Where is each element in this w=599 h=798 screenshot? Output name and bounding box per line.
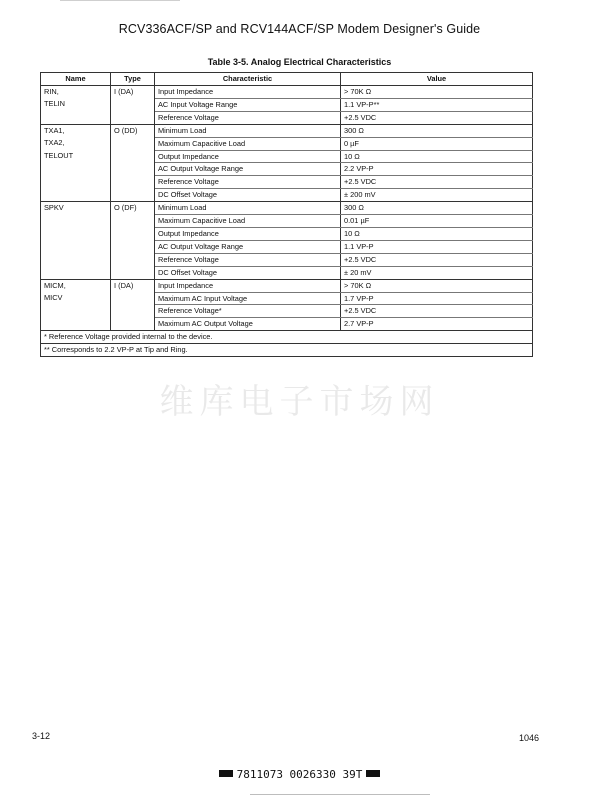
cell-name: MICV (41, 292, 111, 305)
cell-characteristic: AC Input Voltage Range (155, 98, 341, 111)
cell-value: 2.7 VP-P (341, 318, 533, 331)
cell-type (111, 215, 155, 228)
barcode-block-left (219, 770, 233, 777)
cell-name (41, 253, 111, 266)
cell-characteristic: AC Output Voltage Range (155, 163, 341, 176)
cell-type (111, 176, 155, 189)
cell-name: TELIN (41, 98, 111, 111)
cell-characteristic: Minimum Load (155, 202, 341, 215)
cell-name: TXA1, (41, 124, 111, 137)
cell-type: I (DA) (111, 86, 155, 99)
cell-type (111, 253, 155, 266)
cell-name (41, 111, 111, 124)
cell-type (111, 189, 155, 202)
cell-type (111, 111, 155, 124)
cell-type (111, 318, 155, 331)
cell-value: 300 Ω (341, 202, 533, 215)
cell-name (41, 227, 111, 240)
cell-characteristic: Maximum AC Input Voltage (155, 292, 341, 305)
cell-characteristic: Reference Voltage (155, 176, 341, 189)
cell-characteristic: Output Impedance (155, 227, 341, 240)
cell-value: 10 Ω (341, 227, 533, 240)
table-row (41, 305, 533, 318)
analog-characteristics-table (40, 72, 533, 357)
watermark: 维库电子市场网 (159, 382, 440, 422)
footnote-reference-voltage: * Reference Voltage provided internal to the device. (41, 331, 533, 344)
scan-mark-bottom (250, 794, 430, 795)
cell-value: +2.5 VDC (341, 176, 533, 189)
cell-value: +2.5 VDC (341, 111, 533, 124)
cell-characteristic: Reference Voltage (155, 111, 341, 124)
cell-type (111, 137, 155, 150)
table-row (41, 176, 533, 189)
cell-value: ± 20 mV (341, 266, 533, 279)
scan-mark-top (60, 0, 180, 1)
table-row (41, 111, 533, 124)
cell-type (111, 240, 155, 253)
page-header-title: RCV336ACF/SP and RCV144ACF/SP Modem Designer's Guide (118, 22, 481, 36)
cell-characteristic: Input Impedance (155, 86, 341, 99)
cell-type (111, 305, 155, 318)
cell-characteristic: DC Offset Voltage (155, 266, 341, 279)
table-row (41, 292, 533, 305)
cell-name: RIN, (41, 86, 111, 99)
table-row (41, 150, 533, 163)
column-header-name: Name (41, 73, 111, 86)
cell-value: 10 Ω (341, 150, 533, 163)
cell-type (111, 150, 155, 163)
cell-type: O (DD) (111, 124, 155, 137)
table-header-row (41, 73, 533, 86)
cell-name (41, 176, 111, 189)
cell-name: TELOUT (41, 150, 111, 163)
table-row (41, 240, 533, 253)
table-body (41, 86, 533, 331)
cell-characteristic: Maximum Capacitive Load (155, 215, 341, 228)
cell-value: > 70K Ω (341, 279, 533, 292)
table-row (41, 86, 533, 99)
cell-name: SPKV (41, 202, 111, 215)
table-row (41, 279, 533, 292)
cell-type (111, 266, 155, 279)
footnote-tip-ring: ** Corresponds to 2.2 VP-P at Tip and Ring. (41, 344, 533, 357)
cell-value: 1.1 VP-P** (341, 98, 533, 111)
cell-characteristic: DC Offset Voltage (155, 189, 341, 202)
table-row (41, 137, 533, 150)
barcode-text: 7811073 0026330 39T (236, 768, 363, 781)
cell-name: TXA2, (41, 137, 111, 150)
column-header-characteristic: Characteristic (155, 73, 341, 86)
column-header-type: Type (111, 73, 155, 86)
table-row (41, 215, 533, 228)
cell-value: 300 Ω (341, 124, 533, 137)
cell-value: +2.5 VDC (341, 253, 533, 266)
cell-value: ± 200 mV (341, 189, 533, 202)
document-code: 1046 (518, 733, 539, 743)
cell-name (41, 215, 111, 228)
cell-name (41, 318, 111, 331)
table-row (41, 189, 533, 202)
table-row (41, 253, 533, 266)
cell-value: > 70K Ω (341, 86, 533, 99)
cell-type (111, 292, 155, 305)
cell-characteristic: Output Impedance (155, 150, 341, 163)
cell-type (111, 227, 155, 240)
cell-characteristic: Reference Voltage* (155, 305, 341, 318)
cell-value: 2.2 VP-P (341, 163, 533, 176)
footnote-row (41, 331, 533, 344)
barcode-line (0, 768, 599, 781)
cell-value: 0.01 µF (341, 215, 533, 228)
cell-value: 0 µF (341, 137, 533, 150)
cell-characteristic: Maximum Capacitive Load (155, 137, 341, 150)
cell-value: 1.1 VP-P (341, 240, 533, 253)
table-row (41, 124, 533, 137)
cell-characteristic: AC Output Voltage Range (155, 240, 341, 253)
cell-type (111, 163, 155, 176)
cell-type: O (DF) (111, 202, 155, 215)
cell-characteristic: Maximum AC Output Voltage (155, 318, 341, 331)
table-row (41, 266, 533, 279)
table-row (41, 163, 533, 176)
table-row (41, 98, 533, 111)
cell-name (41, 189, 111, 202)
page-number: 3-12 (32, 731, 51, 741)
cell-characteristic: Minimum Load (155, 124, 341, 137)
table-title: Table 3-5. Analog Electrical Characteristics (207, 57, 392, 67)
cell-name (41, 305, 111, 318)
footnote-row (41, 344, 533, 357)
table-row (41, 227, 533, 240)
barcode-block-right (366, 770, 380, 777)
column-header-value: Value (341, 73, 533, 86)
cell-value: +2.5 VDC (341, 305, 533, 318)
cell-characteristic: Input Impedance (155, 279, 341, 292)
cell-type: I (DA) (111, 279, 155, 292)
cell-name (41, 266, 111, 279)
cell-characteristic: Reference Voltage (155, 253, 341, 266)
cell-type (111, 98, 155, 111)
table-row (41, 202, 533, 215)
cell-name: MICM, (41, 279, 111, 292)
table-row (41, 318, 533, 331)
cell-name (41, 240, 111, 253)
cell-name (41, 163, 111, 176)
cell-value: 1.7 VP-P (341, 292, 533, 305)
